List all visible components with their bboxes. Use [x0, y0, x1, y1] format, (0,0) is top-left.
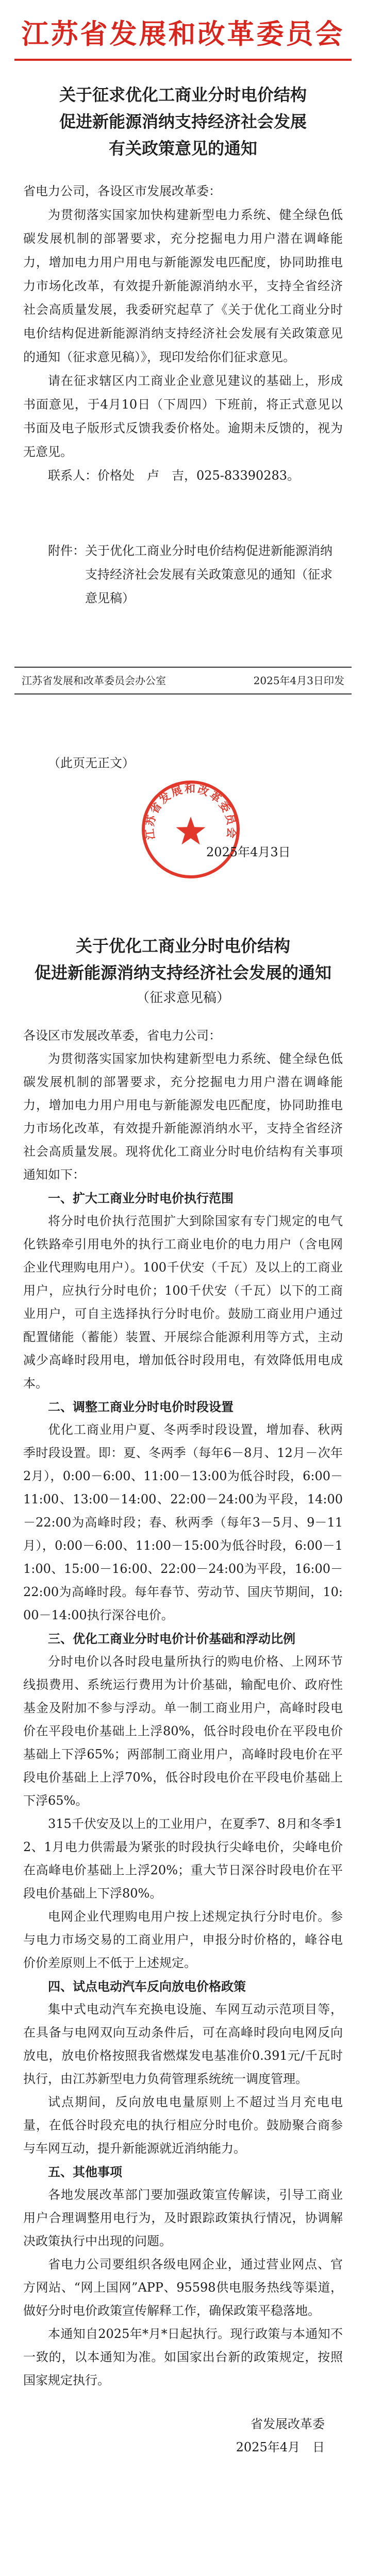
section-paragraph: 电网企业代理购电用户按上述规定执行分时电价。参与电力市场交易的工商业用户，申报分时价格的，峰谷电价价差原则上不低于上述规定。	[23, 1909, 343, 1970]
section-heading: 五、其他事项	[48, 2164, 122, 2179]
section-heading: 一、扩大工商业分时电价执行范围	[48, 1191, 234, 1206]
section-heading: 二、调整工商业分时电价时段设置	[48, 1399, 234, 1414]
seal-area	[0, 778, 366, 886]
cover-letter	[0, 0, 366, 886]
section-paragraph: 315千伏安及以上的工业用户，在夏季7、8月和冬季12、1月电力供需最为紧张的时段执行尖峰电价，尖峰电价在高峰电价基础上上浮20%；重大节日深谷时段电价在平段电价基础上下浮80%。	[23, 1817, 343, 1901]
print-footer	[14, 667, 352, 694]
section-heading: 四、试点电动汽车反向放电价格政策	[48, 1979, 246, 1994]
signature-date: 2025年4月 日	[236, 2440, 325, 2454]
seal-star-icon	[176, 817, 205, 844]
cover-title-line: 关于征求优化工商业分时电价结构	[59, 85, 307, 105]
contact-line: 联系人：价格处 卢 吉，025-83390283。	[48, 468, 300, 483]
print-footer-issuer: 江苏省发展和改革委员会办公室	[22, 674, 166, 687]
section-paragraph: 省电力公司要组织各级电网企业，通过营业网点、官方网站、“网上国网”APP、95598供电服务热线等渠道，做好分时电价政策宣传解释工作，确保政策平稳落地。	[23, 2257, 343, 2318]
cover-title-line: 促进新能源消纳支持经济社会发展	[59, 112, 307, 131]
signature-block	[0, 2413, 366, 2459]
notice-salutation: 各设区市发展改革委，省电力公司：	[23, 1028, 221, 1043]
section-paragraph: 各地发展改革部门要加强政策宣传解读，引导工商业用户合理调整用电行为，及时跟踪政策执行情况，协调解决政策执行中出现的问题。	[23, 2188, 343, 2248]
section-paragraph: 试点期间，反向放电电量原则上不超过当月充电电量，在低谷时段充电的执行相应分时电价。鼓励聚合商参与车网互动，提升新能源就近消纳能力。	[23, 2095, 343, 2156]
section-paragraph: 将分时电价执行范围扩大到除国家有专门规定的电气化铁路牵引用电外的执行工商业电价的电力用户（含电网企业代理购电用户）。100千伏安（千瓦）及以上的工商业用户，应执行分时电价；100千伏安（千瓦）以下的工商业用户，可自主选择执行分时电价。鼓励工商业用户通过配置储能（蓄能）装置、开展综合能源利用等方式，主动减少高峰时段用电，增加低谷时段用电，有效降低用电成本。	[23, 1214, 343, 1391]
section-paragraph: 集中式电动汽车充换电设施、车网互动示范项目等，在具备与电网双向互动条件后，可在高峰时段向电网反向放电，放电价格按照我省燃煤发电基准价0.391元/千瓦时执行，由江苏新型电力负荷管理系统统一调度管理。	[23, 2002, 343, 2086]
cover-paragraph: 为贯彻落实国家加快构建新型电力系统、健全绿色低碳发展机制的部署要求，充分挖掘电力用户潜在调峰能力，增加电力用户用电与新能源发电匹配度，协同助推电力市场化改革，有效提升新能源消纳水平，支持全省经济社会高质量发展，我委研究起草了《关于优化工商业分时电价结构促进新能源消纳支持经济社会发展有关政策意见的通知（征求意见稿）》，现印发给你们征求意见。	[23, 208, 343, 364]
attachment-note: 附件：关于优化工商业分时电价结构促进新能源消纳支持经济社会发展有关政策意见的通知（征求意见稿）	[48, 544, 332, 605]
draft-label: （征求意见稿）	[136, 990, 230, 1006]
section-paragraph: 优化工商业用户夏、冬两季时段设置，增加春、秋两季时段设置。即：夏、冬两季（每年6－8月、12月－次年2月），0:00－6:00、11:00－13:00为低谷时段，6:00－11:00、13:00－14:00、22:00－24:00为平段，14:00－22:00为高峰时段；春、秋两季（每年3－5月、9－11月），0:00－6:00、11:00－15:00为低谷时段，6:00－11:00、15:00－16:00、22:00－24:00为平段，16:00－22:00为高峰时段。每年春节、劳动节、国庆节期间，10:00－14:00执行深谷电价。	[23, 1422, 343, 1622]
seal-text-path: 江苏省发展和改革委员会	[143, 782, 238, 840]
cover-salutation: 省电力公司，各设区市发展改革委：	[23, 184, 221, 198]
section-paragraph: 本通知自2025年*月*日起执行。现行政策与本通知不一致的，以本通知为准。如国家出台新的政策规定，按照国家规定执行。	[23, 2327, 343, 2387]
section-paragraph: 分时电价以各时段电量所执行的购电价格、上网环节线损费用、系统运行费用为计价基础，输配电价、政府性基金及附加不参与浮动。单一制工商业用户，高峰时段电价在平段电价基础上上浮80%，低谷时段电价在平段电价基础上下浮65%；两部制工商业用户，高峰时段电价在平段电价基础上上浮70%，低谷时段电价在平段电价基础上下浮65%。	[23, 1654, 343, 1808]
signature-issuer: 省发展改革委	[251, 2417, 325, 2431]
notice-title	[0, 933, 366, 1010]
cover-title	[0, 81, 366, 162]
policy-notice	[0, 886, 366, 2475]
notice-intro: 为贯彻落实国家加快构建新型电力系统、健全绿色低碳发展机制的部署要求，充分挖掘电力用户潜在调峰能力，增加电力用户用电与新能源发电匹配度，协同助推电力市场化改革，有效提升新能源消纳水平，支持全省经济社会高质量发展。现将优化工商业分时电价结构有关事项通知如下：	[23, 1052, 343, 1182]
official-seal	[139, 778, 242, 881]
org-header: 江苏省发展和改革委员会	[21, 18, 345, 50]
header-red-rule	[14, 59, 352, 61]
print-footer-date: 2025年4月3日印发	[253, 674, 344, 687]
seal-date: 2025年4月3日	[206, 845, 291, 859]
section-heading: 三、优化工商业分时电价计价基础和浮动比例	[48, 1631, 295, 1646]
cover-title-line: 有关政策意见的通知	[108, 139, 257, 158]
notice-title-line: 关于优化工商业分时电价结构	[75, 936, 290, 956]
notice-title-line: 促进新能源消纳支持经济社会发展的通知	[34, 963, 331, 982]
no-text-note: （此页无正文）	[48, 756, 135, 770]
cover-paragraph: 请在征求辖区内工商业企业意见建议的基础上，形成书面意见，于4月10日（下周四）下班前，将正式意见以书面及电子版形式反馈我委价格处。逾期未反馈的，视为无意见。	[23, 374, 343, 459]
